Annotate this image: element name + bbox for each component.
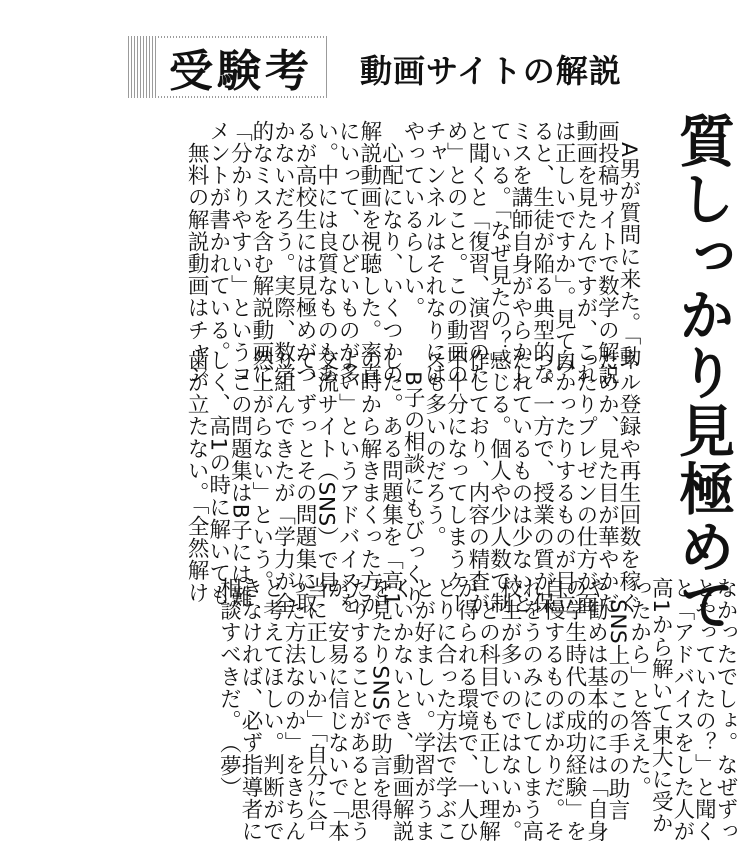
article-body-tier-3: なかったでしょ。なぜずっ とやっていたの？」と聞く と「アドバイスをした人が 高1から解いて東大に受か ったから」と答えた。 SNS上のこの手の助言 や勧めは基本的には「自身 の学生時代の成功経験」を 自慢するものばかりだ。そ れをうのみにしてしまう高 校生が多いのではないか。 どの科目でも正しい理解 が得られる環境で、一人ひ とりに合った方法で学ぶこ とが好ましい。学習がうま くいかないとき、動画解説 を見たりSNSで助言を得 たりすることがあると思う が、安易に信じないで「本 当に正しいか」「自分に合 った方法なのか」をきちん と考えてほしい。判断がで きなければ、必ず指導者に 相談すべきだ。 （夢） [216,577,738,842]
article-headline: 質しっかり見極めて [670,112,735,634]
article-body-tier-2: ネル登録や再生回数を稼ぐ ためか、見た目が華やかだ ったりプレゼンの仕方が面 白かったりするものが目立 つ。一方で、授業の質が保 たれているものは少ないと 感じる。個人や少人数で制 作しており、内容の精査が 不十分になってしまうケー スも多いのだろう。 B子の相談にもびっくり した。ある問題集を「高1 の時から解きまくった方が よい」というアドバイスを 交流サイト（SNS）で見 て、ずっとその問題集に取 り組んできたが「学力が全 然上がらない」という。 この問題集はB子には難 しく、高1の時に解いても 歯が立たない。「全然解け [184,349,641,615]
column-subhead: 動画サイトの解説 [360,52,622,90]
article-body-tier-1: A男が質問に来た。「動 画投稿サイトで数学の解説 動画を見たんですが、これ は正しいですか」。見てみ ると、生徒が陥る典型的な ミスを講師自身がやらかし ている。「なぜ見たの？」 と聞くと「復習、演習のた め」とのこと。この動画の チャンネルはそれなりには やっているらしい。 心配になり、いくつかの 解説動画を視聴した。率直 にいって、ひどいものが多 い。中には良質なものもあ るが高校生には見極めがつ かないだろう。実際、数学 的なミスを含む解説動画に 「分かりやすい」というコ メントが書かれている。 無料の解説動画はチャン [184,120,641,386]
column-header [0,0,749,110]
column-kicker: 受験考 [169,46,313,97]
kicker-box [156,38,326,96]
